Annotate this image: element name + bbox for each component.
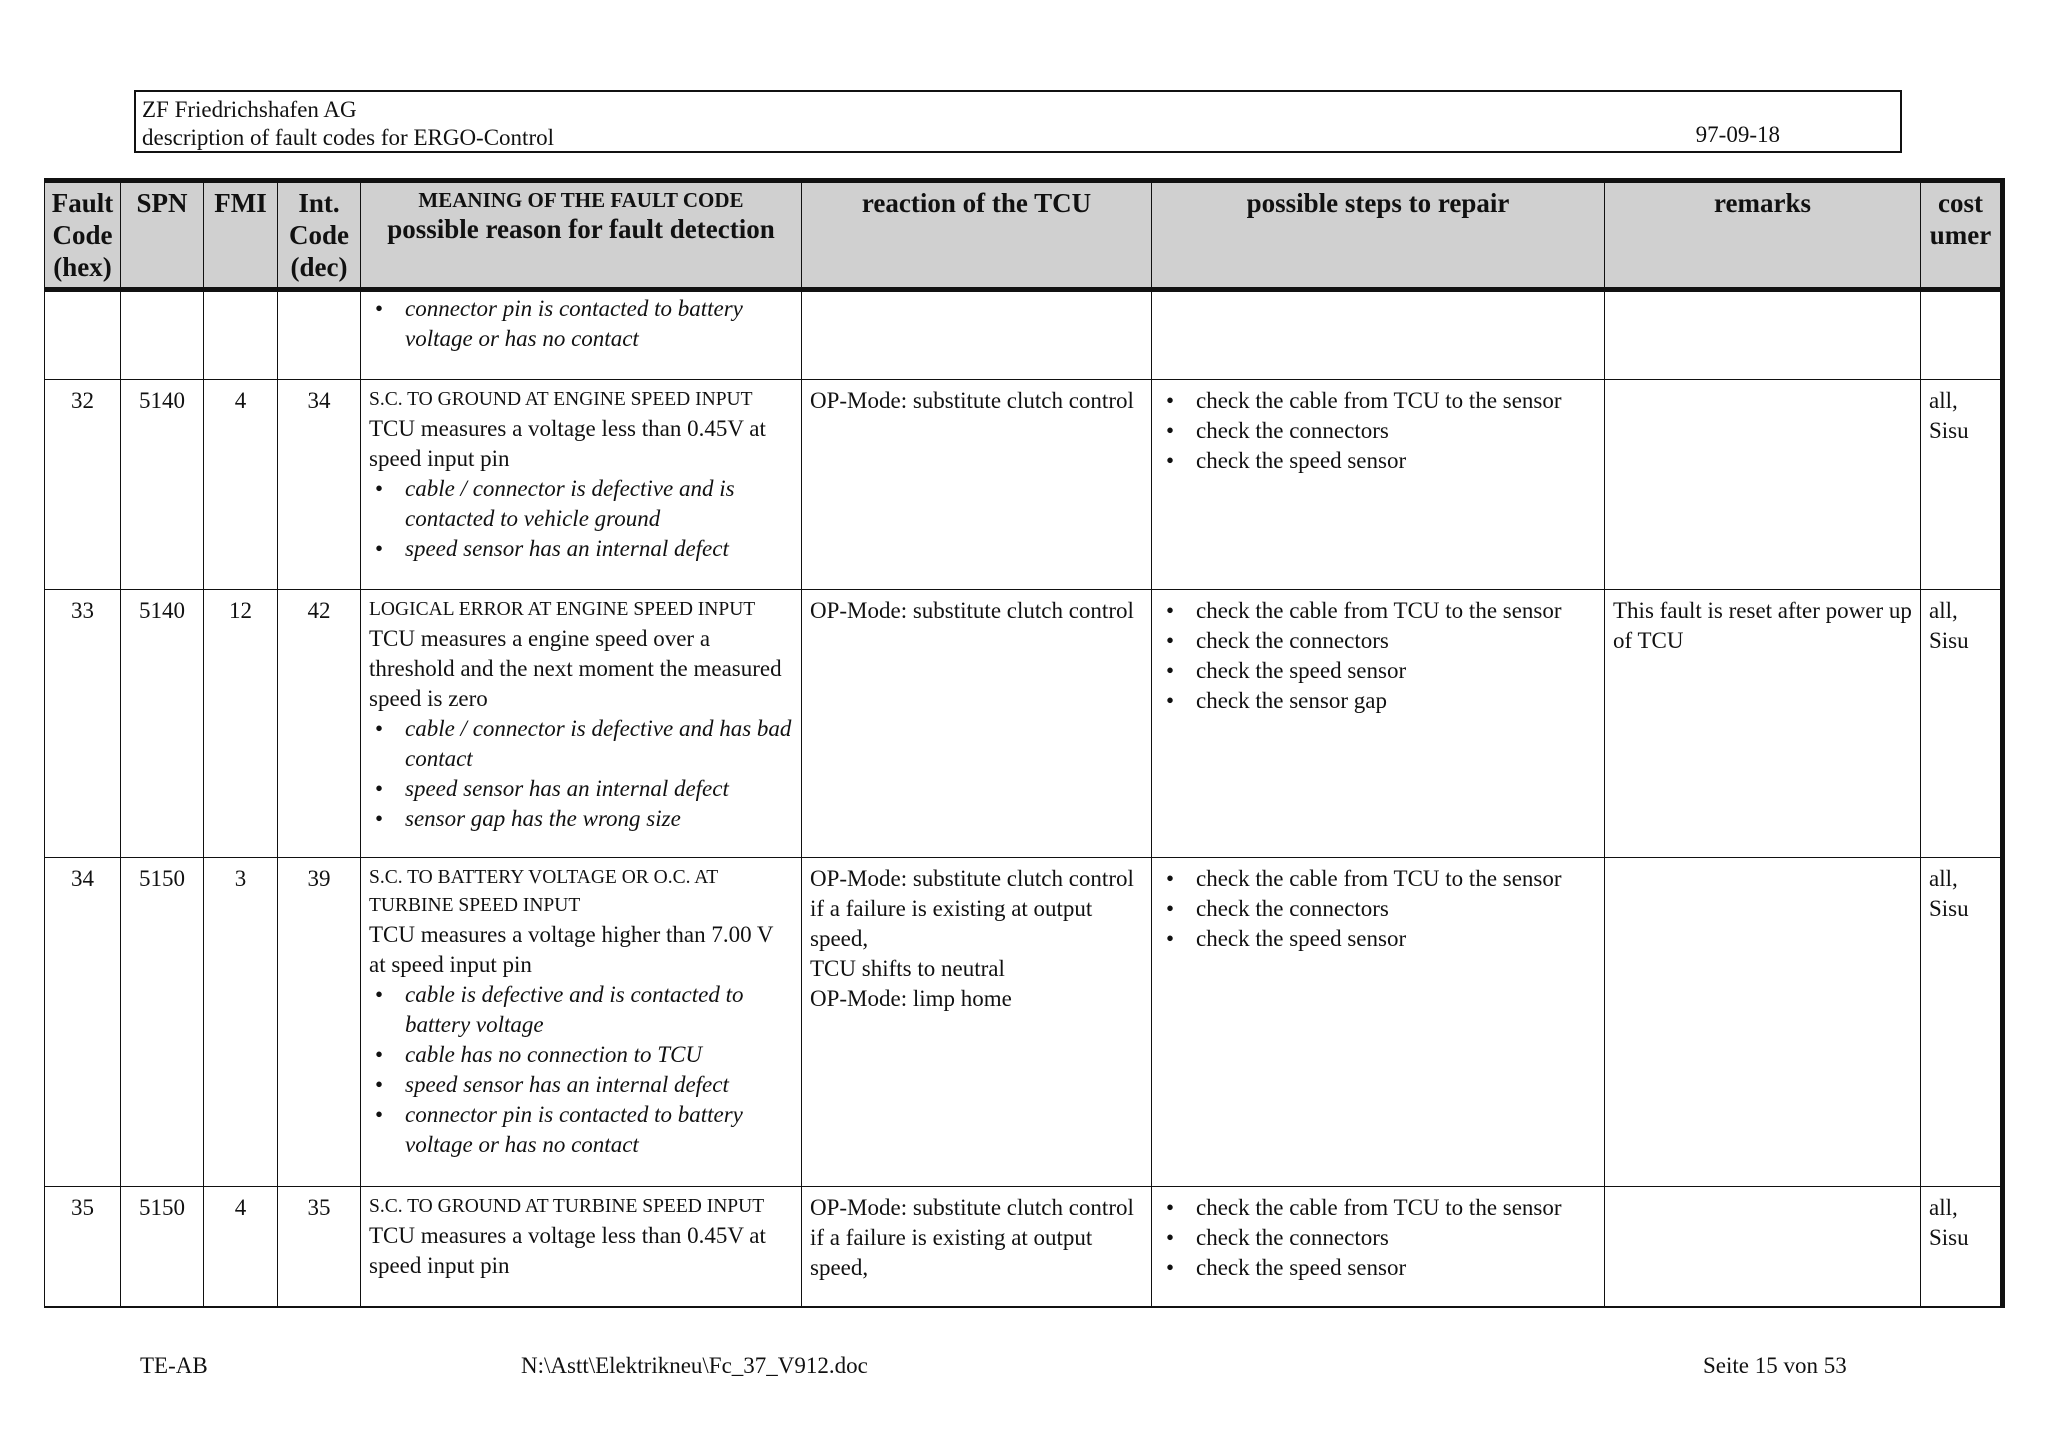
repair-step: • check the cable from TCU to the sensor [1160, 386, 1596, 416]
cell-reaction [802, 858, 1152, 1187]
cell-spn: 5150 [121, 1187, 204, 1307]
cell-repair [1152, 858, 1605, 1187]
reason-item: • cable is defective and is contacted to battery voltage [369, 980, 793, 1040]
fault-title: LOGICAL ERROR AT ENGINE SPEED INPUT [369, 599, 756, 620]
cell-fmi: 4 [204, 1187, 278, 1307]
cell-fault-code: 32 [45, 380, 121, 590]
cell-customer: all, Sisu [1921, 380, 2003, 590]
reason-item: • connector pin is contacted to battery voltage or has no contact [369, 294, 793, 354]
cell-int-code: 42 [278, 590, 361, 858]
cell-reaction [802, 380, 1152, 590]
table-body [45, 290, 2003, 1307]
cell-meaning [361, 590, 802, 858]
repair-step: • check the cable from TCU to the sensor [1160, 864, 1596, 894]
reason-item: • cable / connector is defective and has bad contact [369, 714, 793, 774]
repair-step: • check the connectors [1160, 894, 1596, 924]
fault-description: TCU measures a voltage less than 0.45V at speed input pin [369, 1223, 766, 1278]
repair-step: • check the connectors [1160, 416, 1596, 446]
repair-step: • check the connectors [1160, 1223, 1596, 1253]
reaction-line: if a failure is existing at output speed, [810, 1225, 1093, 1280]
cell-empty [45, 290, 121, 380]
footer-department: TE-AB [140, 1353, 208, 1378]
col-header-remarks: remarks [1605, 181, 1921, 290]
repair-list [1160, 596, 1596, 716]
cell-int-code: 35 [278, 1187, 361, 1307]
fault-description: TCU measures a voltage less than 0.45V at speed input pin [369, 416, 766, 471]
reason-item: • cable / connector is defective and is contacted to vehicle ground [369, 474, 793, 534]
fault-code-table [44, 178, 2005, 1308]
reaction-line: TCU shifts to neutral [810, 956, 1005, 981]
col-header-fault-code: Fault Code (hex) [45, 181, 121, 290]
fault-title: S.C. TO BATTERY VOLTAGE OR O.C. AT TURBINE SPEED INPUT [369, 867, 718, 916]
reason-item: • speed sensor has an internal defect [369, 1070, 793, 1100]
cell-fault-code: 34 [45, 858, 121, 1187]
reaction-line: OP-Mode: limp home [810, 986, 1012, 1011]
document-title: description of fault codes for ERGO-Control [142, 125, 554, 150]
cell-fault-code: 35 [45, 1187, 121, 1307]
cell-empty [204, 290, 278, 380]
reaction-line: if a failure is existing at output speed, [810, 896, 1093, 951]
repair-step: • check the connectors [1160, 626, 1596, 656]
cell-spn: 5150 [121, 858, 204, 1187]
cell-repair [1152, 380, 1605, 590]
continuation-row [45, 290, 2003, 380]
repair-list [1160, 864, 1596, 954]
cell-empty [1605, 290, 1921, 380]
fault-description: TCU measures a engine speed over a threshold and the next moment the measured speed is zero [369, 626, 782, 711]
cell-remarks [1605, 1187, 1921, 1307]
repair-list [1160, 386, 1596, 476]
cell-fmi: 4 [204, 380, 278, 590]
document-date: 97-09-18 [1695, 122, 1780, 147]
cell-fmi: 3 [204, 858, 278, 1187]
cell-int-code: 34 [278, 380, 361, 590]
reason-list [369, 294, 793, 354]
cell-customer: all, Sisu [1921, 590, 2003, 858]
repair-step: • check the speed sensor [1160, 656, 1596, 686]
cell-empty [802, 290, 1152, 380]
col-header-repair: possible steps to repair [1152, 181, 1605, 290]
cell-customer: all, Sisu [1921, 858, 2003, 1187]
fault-row [45, 380, 2003, 590]
col-header-meaning [361, 181, 802, 290]
repair-step: • check the speed sensor [1160, 1253, 1596, 1283]
reason-item: • sensor gap has the wrong size [369, 804, 793, 834]
reaction-line: OP-Mode: substitute clutch control [810, 388, 1134, 413]
table-header-row [45, 181, 2003, 290]
cell-empty [121, 290, 204, 380]
repair-step: • check the speed sensor [1160, 446, 1596, 476]
cell-empty [1152, 290, 1605, 380]
cell-reaction [802, 1187, 1152, 1307]
cell-spn: 5140 [121, 590, 204, 858]
cell-customer: all, Sisu [1921, 1187, 2003, 1307]
reaction-line: OP-Mode: substitute clutch control [810, 598, 1134, 623]
cell-reaction [802, 590, 1152, 858]
cell-repair [1152, 590, 1605, 858]
document-header [134, 90, 1902, 153]
reason-item: • speed sensor has an internal defect [369, 774, 793, 804]
fault-row [45, 858, 2003, 1187]
col-header-fmi: FMI [204, 181, 278, 290]
footer-page-number: Seite 15 von 53 [1703, 1353, 1847, 1378]
col-header-meaning-small: MEANING OF THE FAULT CODE [418, 188, 744, 212]
fault-row [45, 1187, 2003, 1307]
cell-fmi: 12 [204, 590, 278, 858]
col-header-reaction: reaction of the TCU [802, 181, 1152, 290]
reason-item: • speed sensor has an internal defect [369, 534, 793, 564]
cell-empty [1921, 290, 2003, 380]
reason-item: • connector pin is contacted to battery voltage or has no contact [369, 1100, 793, 1160]
reason-list [369, 980, 793, 1160]
cell-remarks: This fault is reset after power up of TCU [1605, 590, 1921, 858]
col-header-int-code: Int. Code (dec) [278, 181, 361, 290]
fault-row [45, 590, 2003, 858]
company-name: ZF Friedrichshafen AG [142, 97, 357, 122]
reason-list [369, 714, 793, 834]
col-header-customer: cost umer [1921, 181, 2003, 290]
col-header-meaning-big: possible reason for fault detection [387, 214, 775, 244]
repair-list [1160, 1193, 1596, 1283]
fault-description: TCU measures a voltage higher than 7.00 V at speed input pin [369, 922, 774, 977]
reason-list [369, 474, 793, 564]
repair-step: • check the cable from TCU to the sensor [1160, 1193, 1596, 1223]
col-header-spn: SPN [121, 181, 204, 290]
cell-meaning [361, 858, 802, 1187]
reaction-line: OP-Mode: substitute clutch control [810, 866, 1134, 891]
cell-meaning [361, 290, 802, 380]
cell-remarks [1605, 380, 1921, 590]
reaction-line: OP-Mode: substitute clutch control [810, 1195, 1134, 1220]
repair-step: • check the sensor gap [1160, 686, 1596, 716]
fault-title: S.C. TO GROUND AT TURBINE SPEED INPUT [369, 1196, 765, 1217]
cell-remarks [1605, 858, 1921, 1187]
cell-repair [1152, 1187, 1605, 1307]
reason-item: • cable has no connection to TCU [369, 1040, 793, 1070]
cell-int-code: 39 [278, 858, 361, 1187]
footer-file-path: N:\Astt\Elektrikneu\Fc_37_V912.doc [521, 1353, 868, 1378]
cell-meaning [361, 1187, 802, 1307]
cell-empty [278, 290, 361, 380]
repair-step: • check the cable from TCU to the sensor [1160, 596, 1596, 626]
cell-fault-code: 33 [45, 590, 121, 858]
fault-title: S.C. TO GROUND AT ENGINE SPEED INPUT [369, 389, 753, 410]
repair-step: • check the speed sensor [1160, 924, 1596, 954]
cell-meaning [361, 380, 802, 590]
cell-spn: 5140 [121, 380, 204, 590]
